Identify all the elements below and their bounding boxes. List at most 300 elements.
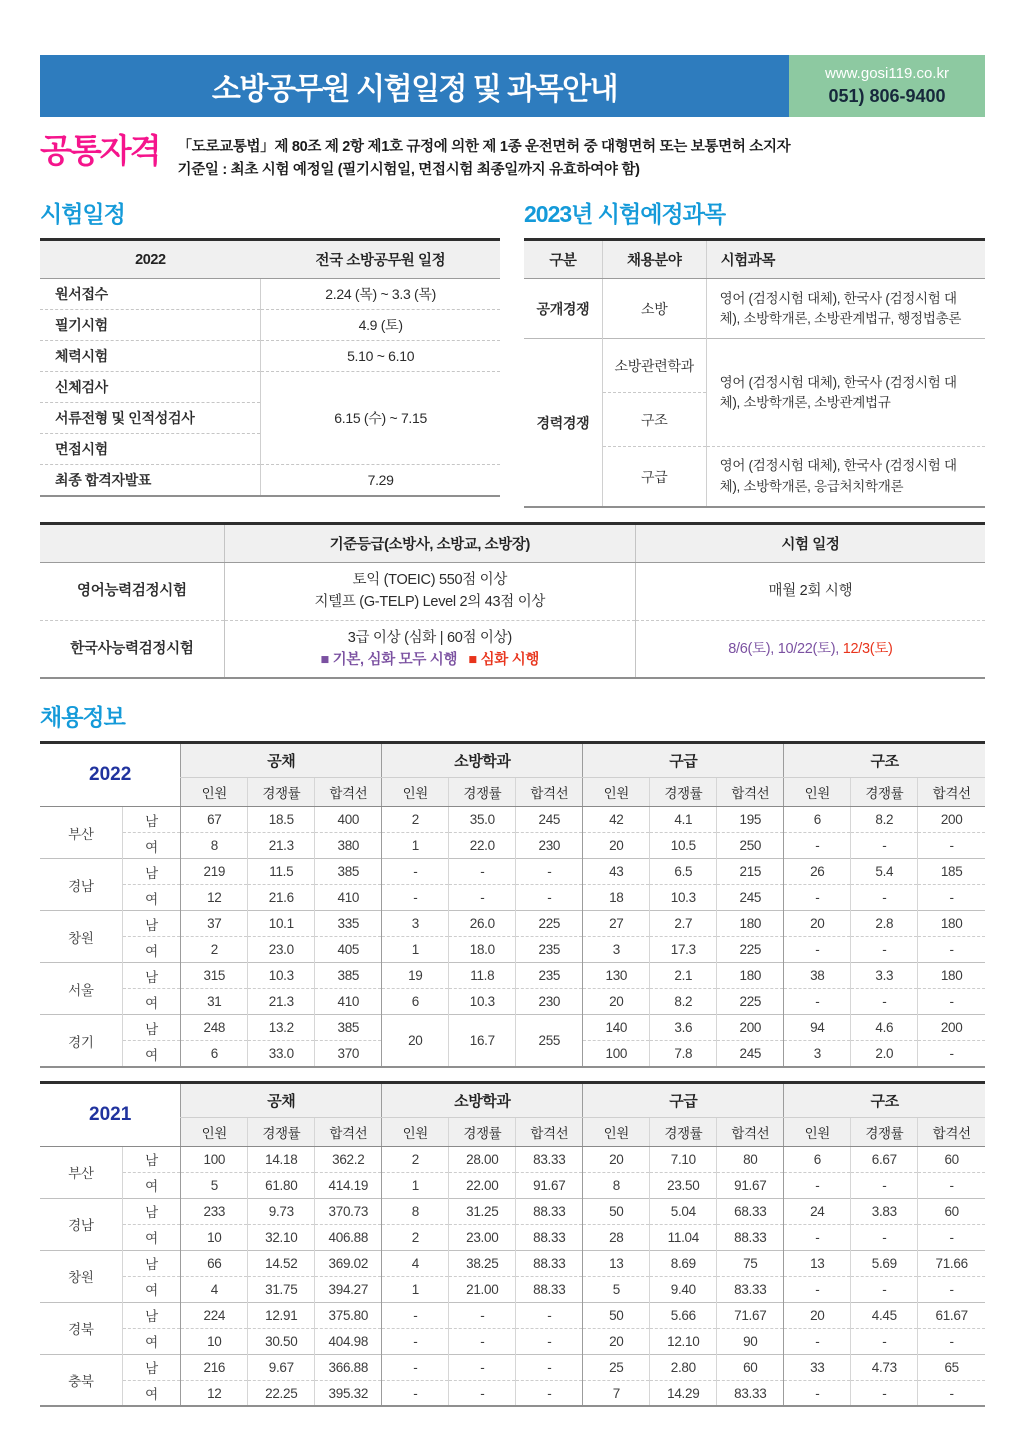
cell: - bbox=[918, 1328, 985, 1354]
column-header: 인원 bbox=[181, 1117, 248, 1146]
table-row bbox=[40, 1082, 985, 1117]
cell: 23.50 bbox=[650, 1172, 717, 1198]
cell: - bbox=[382, 859, 449, 885]
group-header: 소방학과 bbox=[382, 1082, 583, 1117]
cell: - bbox=[851, 885, 918, 911]
table-row bbox=[40, 1302, 985, 1328]
cell: 245 bbox=[516, 807, 583, 833]
column-header: 합격선 bbox=[717, 778, 784, 807]
cell: - bbox=[516, 885, 583, 911]
field-cell: 구조 bbox=[602, 393, 706, 447]
column-header: 채용분야 bbox=[602, 240, 706, 279]
table-row bbox=[40, 372, 500, 403]
cell: 225 bbox=[516, 911, 583, 937]
region-cell: 경기 bbox=[40, 1015, 122, 1067]
gender-cell: 남 bbox=[122, 1302, 181, 1328]
cell: - bbox=[382, 1328, 449, 1354]
criteria-line: 3급 이상 (심화 | 60점 이상) bbox=[347, 629, 512, 646]
cell: 233 bbox=[181, 1198, 248, 1224]
year-header: 2022 bbox=[40, 743, 181, 807]
column-header: 구분 bbox=[524, 240, 602, 279]
cell: - bbox=[918, 1041, 985, 1067]
cell: 12 bbox=[181, 885, 248, 911]
cell: 91.67 bbox=[516, 1172, 583, 1198]
cell: 18.0 bbox=[449, 937, 516, 963]
cell: 11.5 bbox=[248, 859, 315, 885]
contact-box bbox=[789, 55, 985, 117]
cell: - bbox=[449, 1380, 516, 1406]
cell: 50 bbox=[583, 1302, 650, 1328]
cell: 22.25 bbox=[248, 1380, 315, 1406]
cell: - bbox=[449, 1302, 516, 1328]
cell: 9.73 bbox=[248, 1198, 315, 1224]
table-row bbox=[40, 1354, 985, 1380]
field-cell: 소방 bbox=[602, 279, 706, 339]
cell: 필기시험 bbox=[40, 310, 261, 341]
cell: 216 bbox=[181, 1354, 248, 1380]
cell: - bbox=[851, 1172, 918, 1198]
column-header: 경쟁률 bbox=[449, 778, 516, 807]
criteria-line: 토익 (TOEIC) 550점 이상 bbox=[352, 571, 508, 588]
cell: 6.15 (수) ~ 7.15 bbox=[261, 372, 500, 465]
table-row bbox=[40, 1276, 985, 1302]
cell: 90 bbox=[717, 1328, 784, 1354]
table-row bbox=[40, 859, 985, 885]
cell: 12.91 bbox=[248, 1302, 315, 1328]
subjects-cell: 영어 (검정시험 대체), 한국사 (검정시험 대체), 소방학개론, 응급처치학개론 bbox=[706, 447, 985, 507]
cell: 5.66 bbox=[650, 1302, 717, 1328]
cell: 225 bbox=[717, 937, 784, 963]
table-row bbox=[40, 885, 985, 911]
cell: 83.33 bbox=[717, 1276, 784, 1302]
cell: 7 bbox=[583, 1380, 650, 1406]
cell: 65 bbox=[918, 1354, 985, 1380]
gender-cell: 남 bbox=[122, 807, 181, 833]
cell: - bbox=[784, 937, 851, 963]
cell: 3.83 bbox=[851, 1198, 918, 1224]
common-qualification-text bbox=[178, 134, 791, 182]
column-header: 인원 bbox=[583, 778, 650, 807]
cell: 2 bbox=[382, 807, 449, 833]
table-row bbox=[40, 1380, 985, 1406]
cell: 88.33 bbox=[717, 1224, 784, 1250]
cell: 14.52 bbox=[248, 1250, 315, 1276]
cell: 17.3 bbox=[650, 937, 717, 963]
field-cell: 구급 bbox=[602, 447, 706, 507]
cell: 3.3 bbox=[851, 963, 918, 989]
schedule-column bbox=[40, 186, 500, 508]
cell: 1 bbox=[382, 937, 449, 963]
cell: 25 bbox=[583, 1354, 650, 1380]
column-header: 기준등급(소방사, 소방교, 소방장) bbox=[224, 523, 635, 562]
cell: 245 bbox=[717, 1041, 784, 1067]
cell: - bbox=[851, 1276, 918, 1302]
cell: 400 bbox=[315, 807, 382, 833]
group-header: 구급 bbox=[583, 743, 784, 778]
cell: 180 bbox=[918, 911, 985, 937]
column-header: 합격선 bbox=[315, 778, 382, 807]
cell: 7.8 bbox=[650, 1041, 717, 1067]
table-row bbox=[524, 279, 985, 339]
cell: 61.80 bbox=[248, 1172, 315, 1198]
cell: 21.00 bbox=[449, 1276, 516, 1302]
cell: 20 bbox=[583, 1146, 650, 1172]
cell: 10.3 bbox=[650, 885, 717, 911]
cell: 83.33 bbox=[516, 1146, 583, 1172]
cell: 200 bbox=[918, 1015, 985, 1041]
cell: 380 bbox=[315, 833, 382, 859]
table-row bbox=[40, 465, 500, 496]
schedule-cell bbox=[635, 620, 985, 678]
cell: 43 bbox=[583, 859, 650, 885]
cell: 5.10 ~ 6.10 bbox=[261, 341, 500, 372]
table-row bbox=[40, 1328, 985, 1354]
cell: 2.80 bbox=[650, 1354, 717, 1380]
cell: 13 bbox=[784, 1250, 851, 1276]
cell: 80 bbox=[717, 1146, 784, 1172]
cell: 94 bbox=[784, 1015, 851, 1041]
gender-cell: 여 bbox=[122, 1041, 181, 1067]
column-header: 경쟁률 bbox=[248, 778, 315, 807]
cell: 140 bbox=[583, 1015, 650, 1041]
cell: 4.9 (토) bbox=[261, 310, 500, 341]
cell: 385 bbox=[315, 859, 382, 885]
column-header: 시험 일정 bbox=[635, 523, 985, 562]
cell: 195 bbox=[717, 807, 784, 833]
table-row bbox=[40, 1250, 985, 1276]
table-row bbox=[40, 310, 500, 341]
legend-advanced-only: ■ 심화 시행 bbox=[468, 652, 540, 669]
cell: 6 bbox=[181, 1041, 248, 1067]
cell: 410 bbox=[315, 989, 382, 1015]
recruitment-2021-table bbox=[40, 1081, 985, 1408]
table-row bbox=[40, 963, 985, 989]
cell: 2 bbox=[181, 937, 248, 963]
column-header: 경쟁률 bbox=[851, 1117, 918, 1146]
qualification-line-1: 「도로교통법」제 80조 제 2항 제1호 규정에 의한 제 1종 운전면허 중 대형면허 또는 보통면허 소지자 bbox=[177, 139, 791, 155]
cell: 서류전형 및 인적성검사 bbox=[40, 403, 261, 434]
cell: 224 bbox=[181, 1302, 248, 1328]
column-header: 전국 소방공무원 일정 bbox=[261, 240, 500, 279]
schedule-cell: 매월 2회 시행 bbox=[635, 562, 985, 620]
qualification-line-2: 기준일 : 최초 시험 예정일 (필기시험일, 면접시험 최종일까지 유효하여야 함) bbox=[177, 162, 640, 179]
group-header: 구조 bbox=[784, 1082, 985, 1117]
gender-cell: 여 bbox=[122, 989, 181, 1015]
cell: 면접시험 bbox=[40, 434, 261, 465]
region-cell: 부산 bbox=[68, 826, 94, 842]
cell: 원서접수 bbox=[55, 286, 108, 303]
common-qualification-section bbox=[40, 134, 985, 182]
cell: 414.19 bbox=[315, 1172, 382, 1198]
region-cell: 창원 bbox=[40, 911, 122, 963]
subjects-column bbox=[524, 186, 985, 508]
cell: 406.88 bbox=[315, 1224, 382, 1250]
exam-dates-red: 12/3(토) bbox=[842, 640, 893, 657]
cell: 2.8 bbox=[851, 911, 918, 937]
subjects-heading: 2023년 시험예정과목 bbox=[524, 201, 726, 228]
cell: 16.7 bbox=[449, 1015, 516, 1067]
cell: 230 bbox=[516, 989, 583, 1015]
column-header: 경쟁률 bbox=[650, 1117, 717, 1146]
cell: 230 bbox=[516, 833, 583, 859]
column-header: 합격선 bbox=[717, 1117, 784, 1146]
cell: 20 bbox=[583, 989, 650, 1015]
legend-basic-advanced: ■ 기본, 심화 모두 시행 bbox=[320, 652, 458, 669]
cell: 37 bbox=[181, 911, 248, 937]
column-header: 인원 bbox=[382, 1117, 449, 1146]
cell: 1 bbox=[382, 1276, 449, 1302]
table-row bbox=[40, 911, 985, 937]
cell: 23.0 bbox=[248, 937, 315, 963]
cell: 31.25 bbox=[449, 1198, 516, 1224]
group-header: 공채 bbox=[181, 743, 382, 778]
cell: 385 bbox=[315, 1015, 382, 1041]
cell: 9.40 bbox=[650, 1276, 717, 1302]
table-row bbox=[524, 240, 985, 279]
cell: 13.2 bbox=[248, 1015, 315, 1041]
cell: 2.0 bbox=[851, 1041, 918, 1067]
cert-name-cell: 영어능력검정시험 bbox=[77, 583, 187, 600]
cell: 6.67 bbox=[851, 1146, 918, 1172]
certification-table bbox=[40, 522, 985, 680]
cell: 362.2 bbox=[315, 1146, 382, 1172]
gender-cell: 여 bbox=[122, 833, 181, 859]
column-header: 인원 bbox=[784, 1117, 851, 1146]
cell: 10 bbox=[181, 1328, 248, 1354]
gender-cell: 여 bbox=[122, 937, 181, 963]
column-header: 합격선 bbox=[918, 1117, 985, 1146]
cell: 28 bbox=[583, 1224, 650, 1250]
cell: 245 bbox=[717, 885, 784, 911]
cell: - bbox=[918, 1276, 985, 1302]
schedule-subjects-row bbox=[40, 186, 985, 508]
column-header: 합격선 bbox=[516, 778, 583, 807]
banner-title-area bbox=[40, 55, 789, 117]
recruitment-2022-table bbox=[40, 741, 985, 1068]
cell: 2.24 (목) ~ 3.3 (목) bbox=[261, 279, 500, 310]
cell: 38.25 bbox=[449, 1250, 516, 1276]
column-header: 2022 bbox=[40, 240, 261, 279]
column-header: 인원 bbox=[382, 778, 449, 807]
cell: 180 bbox=[717, 963, 784, 989]
criteria-line: 지텔프 (G-TELP) Level 2의 43점 이상 bbox=[314, 594, 546, 611]
cell: 68.33 bbox=[717, 1198, 784, 1224]
cell: 7.10 bbox=[650, 1146, 717, 1172]
cell: 255 bbox=[516, 1015, 583, 1067]
cell: 75 bbox=[717, 1250, 784, 1276]
cell: 23.00 bbox=[449, 1224, 516, 1250]
cell: 최종 합격자발표 bbox=[40, 465, 261, 496]
group-header: 구급 bbox=[583, 1082, 784, 1117]
cell: 250 bbox=[717, 833, 784, 859]
cell: - bbox=[516, 1380, 583, 1406]
group-header: 소방학과 bbox=[382, 743, 583, 778]
table-row bbox=[40, 620, 985, 678]
cell: 404.98 bbox=[315, 1328, 382, 1354]
cell: 3 bbox=[583, 937, 650, 963]
cell: 5.69 bbox=[851, 1250, 918, 1276]
cell: 26.0 bbox=[449, 911, 516, 937]
cell: 3.6 bbox=[650, 1015, 717, 1041]
column-header bbox=[40, 523, 224, 562]
cell: 10.1 bbox=[248, 911, 315, 937]
cell: - bbox=[918, 885, 985, 911]
cell: 신체검사 bbox=[40, 372, 261, 403]
cell: 1 bbox=[382, 833, 449, 859]
cell: - bbox=[784, 1380, 851, 1406]
cell: 2.7 bbox=[650, 911, 717, 937]
table-row bbox=[40, 1015, 985, 1041]
table-row bbox=[40, 1198, 985, 1224]
cell: 8.2 bbox=[650, 989, 717, 1015]
cell: 4.45 bbox=[851, 1302, 918, 1328]
cell: - bbox=[918, 1224, 985, 1250]
cell: 18.5 bbox=[248, 807, 315, 833]
cell: 42 bbox=[583, 807, 650, 833]
cell: 335 bbox=[315, 911, 382, 937]
cell: - bbox=[851, 1380, 918, 1406]
website-url: www.gosi119.co.kr bbox=[825, 64, 949, 82]
cell: - bbox=[784, 1276, 851, 1302]
cell: 31 bbox=[181, 989, 248, 1015]
cell: - bbox=[449, 859, 516, 885]
column-header: 합격선 bbox=[315, 1117, 382, 1146]
cell: 4.6 bbox=[851, 1015, 918, 1041]
table-row bbox=[40, 1172, 985, 1198]
table-row bbox=[40, 833, 985, 859]
cell: 3 bbox=[784, 1041, 851, 1067]
cell: 6 bbox=[784, 807, 851, 833]
cell: 235 bbox=[516, 963, 583, 989]
cell: 10.5 bbox=[650, 833, 717, 859]
cell: 33 bbox=[784, 1354, 851, 1380]
cell: 11.04 bbox=[650, 1224, 717, 1250]
cell: 200 bbox=[717, 1015, 784, 1041]
cell: 88.33 bbox=[516, 1276, 583, 1302]
year-header: 2021 bbox=[40, 1082, 181, 1146]
cell: 6 bbox=[784, 1146, 851, 1172]
cell: - bbox=[449, 1354, 516, 1380]
page-title: 소방공무원 시험일정 및 과목안내 bbox=[211, 73, 618, 106]
cell: 33.0 bbox=[248, 1041, 315, 1067]
cell: 405 bbox=[315, 937, 382, 963]
cell: 130 bbox=[583, 963, 650, 989]
cell: 8 bbox=[583, 1172, 650, 1198]
column-header: 인원 bbox=[583, 1117, 650, 1146]
group-header: 구조 bbox=[784, 743, 985, 778]
column-header: 경쟁률 bbox=[449, 1117, 516, 1146]
cell: - bbox=[918, 833, 985, 859]
cell: 14.18 bbox=[248, 1146, 315, 1172]
cell: - bbox=[382, 1302, 449, 1328]
cell: - bbox=[516, 1328, 583, 1354]
table-row bbox=[40, 937, 985, 963]
column-header: 경쟁률 bbox=[650, 778, 717, 807]
cell: 200 bbox=[918, 807, 985, 833]
cell: - bbox=[516, 859, 583, 885]
criteria-cell bbox=[224, 562, 635, 620]
cell: - bbox=[851, 1328, 918, 1354]
cell: 14.29 bbox=[650, 1380, 717, 1406]
cell: - bbox=[918, 1380, 985, 1406]
gender-cell: 남 bbox=[122, 1354, 181, 1380]
cell: 13 bbox=[583, 1250, 650, 1276]
cell: 7.29 bbox=[261, 465, 500, 496]
cell: 370 bbox=[315, 1041, 382, 1067]
cell: 21.3 bbox=[248, 989, 315, 1015]
cell: 20 bbox=[382, 1015, 449, 1067]
cell: - bbox=[382, 1354, 449, 1380]
cell: 180 bbox=[918, 963, 985, 989]
cell: 100 bbox=[181, 1146, 248, 1172]
cell: 8.2 bbox=[851, 807, 918, 833]
gender-cell: 남 bbox=[122, 1250, 181, 1276]
common-qualification-label: 공통자격 bbox=[40, 132, 160, 169]
cell: 10 bbox=[181, 1224, 248, 1250]
table-row bbox=[40, 1117, 985, 1146]
cell: 4.73 bbox=[851, 1354, 918, 1380]
cell: 체력시험 bbox=[40, 341, 261, 372]
cell: - bbox=[449, 885, 516, 911]
cell: 2 bbox=[382, 1146, 449, 1172]
cell: 38 bbox=[784, 963, 851, 989]
cell: 1 bbox=[382, 1172, 449, 1198]
gender-cell: 여 bbox=[122, 1276, 181, 1302]
cell: 369.02 bbox=[315, 1250, 382, 1276]
cell: 22.0 bbox=[449, 833, 516, 859]
cell: 235 bbox=[516, 937, 583, 963]
region-cell: 부산 bbox=[68, 1166, 94, 1182]
cell: 21.6 bbox=[248, 885, 315, 911]
cell: 83.33 bbox=[717, 1380, 784, 1406]
cell: 20 bbox=[784, 911, 851, 937]
column-header: 합격선 bbox=[516, 1117, 583, 1146]
cell: 32.10 bbox=[248, 1224, 315, 1250]
cell: 5.4 bbox=[851, 859, 918, 885]
table-row bbox=[40, 1146, 985, 1172]
cell: 19 bbox=[382, 963, 449, 989]
cell: - bbox=[851, 989, 918, 1015]
gender-cell: 남 bbox=[122, 963, 181, 989]
table-row bbox=[40, 341, 500, 372]
region-cell: 경남 bbox=[40, 1198, 122, 1250]
cell: 88.33 bbox=[516, 1198, 583, 1224]
table-row bbox=[40, 743, 985, 778]
column-header: 시험과목 bbox=[706, 240, 985, 279]
cell: 5.04 bbox=[650, 1198, 717, 1224]
cert-name-cell: 한국사능력검정시험 bbox=[40, 620, 224, 678]
cell: 6 bbox=[382, 989, 449, 1015]
cell: - bbox=[516, 1302, 583, 1328]
cell: 26 bbox=[784, 859, 851, 885]
cell: 4 bbox=[382, 1250, 449, 1276]
cell: - bbox=[918, 937, 985, 963]
cell: 35.0 bbox=[449, 807, 516, 833]
cell: 5 bbox=[583, 1276, 650, 1302]
column-header: 합격선 bbox=[918, 778, 985, 807]
category-cell: 공개경쟁 bbox=[536, 300, 590, 317]
cell: 91.67 bbox=[717, 1172, 784, 1198]
cell: 3 bbox=[382, 911, 449, 937]
category-cell: 경력경쟁 bbox=[524, 339, 602, 507]
cell: 180 bbox=[717, 911, 784, 937]
gender-cell: 남 bbox=[122, 911, 181, 937]
column-header: 경쟁률 bbox=[851, 778, 918, 807]
cell: 185 bbox=[918, 859, 985, 885]
cell: 67 bbox=[181, 807, 248, 833]
cell: 10.3 bbox=[449, 989, 516, 1015]
header-banner bbox=[40, 55, 985, 117]
